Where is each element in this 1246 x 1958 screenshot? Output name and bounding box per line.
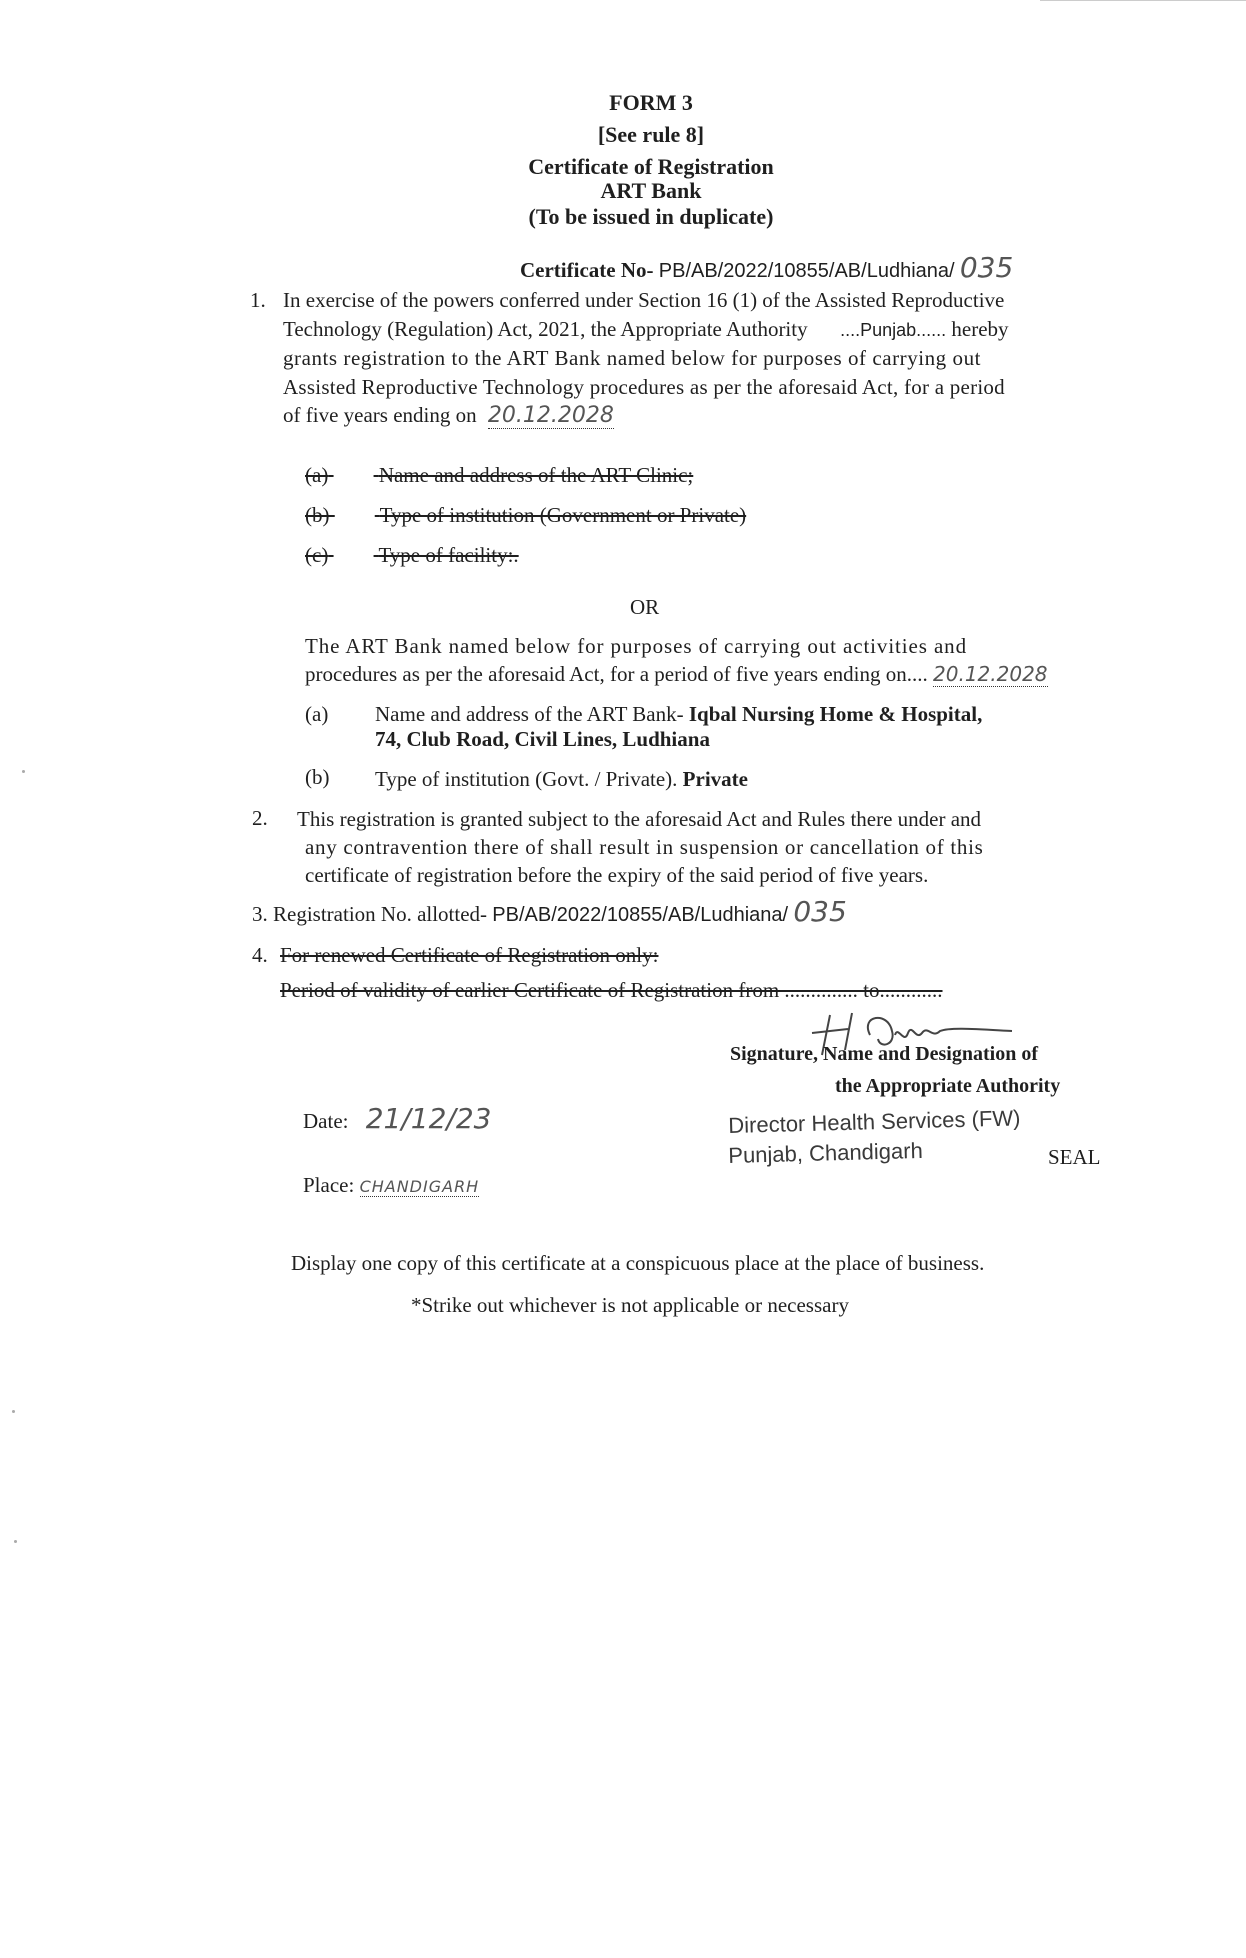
certificate-subtitle: ART Bank [600, 178, 702, 203]
certificate-handwritten-no: 035 [959, 251, 1014, 284]
struck-item-c-key: (c) [305, 543, 329, 567]
struck-item-a-key: (a) [305, 463, 329, 487]
form-number: FORM 3 [609, 90, 693, 115]
certificate-number-label: Certificate No- [520, 258, 654, 282]
item1-line1: In exercise of the powers conferred under Section 16 (1) of the Assisted Reproductive [283, 288, 1005, 312]
bank-end-date: 20.12.2028 [933, 662, 1048, 686]
bank-address: 74, Club Road, Civil Lines, Ludhiana [375, 727, 710, 751]
strike-note: *Strike out whichever is not applicable or necessary [411, 1293, 849, 1317]
item1-hereby: hereby [951, 317, 1009, 341]
item3-line [252, 895, 847, 928]
certificate-title: Certificate of Registration [528, 154, 774, 179]
place-row [303, 1172, 479, 1200]
place-label: Place: [303, 1173, 355, 1197]
registration-handwritten-no: 035 [793, 895, 847, 928]
bank-line1: The ART Bank named below for purposes of carrying out activities and [305, 634, 967, 658]
item1-line4: Assisted Reproductive Technology procedures as per the aforesaid Act, for a period [283, 375, 1005, 399]
display-instruction: Display one copy of this certificate at a conspicuous place at the place of business. [291, 1251, 985, 1275]
scan-speck [12, 1410, 15, 1413]
struck-item-a [305, 462, 693, 488]
stamp-designation: Director Health Services (FW) [728, 1105, 1021, 1138]
registration-end-date: 20.12.2028 [487, 403, 614, 428]
registration-no-label: 3. Registration No. allotted- [252, 902, 488, 926]
item2-line3: certificate of registration before the expiry of the said period of five years. [305, 863, 929, 887]
item2-line1: This registration is granted subject to the aforesaid Act and Rules there under and [297, 807, 982, 831]
item4-line2: Period of validity of earlier Certificate of Registration from .............. to............ [280, 978, 943, 1002]
bank-name-label: Name and address of the ART Bank- [375, 702, 684, 726]
item2-line2: any contravention there of shall result in suspension or cancellation of this [305, 835, 984, 859]
stamp-location: Punjab, Chandigarh [728, 1137, 924, 1168]
item4-number: 4. [252, 943, 268, 967]
bank-line2-text: procedures as per the aforesaid Act, for a period of five years ending on.... [305, 662, 928, 686]
item1-line5-text: of five years ending on [283, 403, 477, 427]
item1-line2-text: Technology (Regulation) Act, 2021, the Appropriate Authority [283, 317, 808, 341]
struck-item-b-key: (b) [305, 503, 330, 527]
item4-line1: For renewed Certificate of Registration only: [280, 943, 659, 967]
certificate-number-line [520, 251, 1014, 284]
issue-note: (To be issued in duplicate) [528, 204, 774, 229]
struck-item-c [305, 542, 519, 568]
institution-type: Private [682, 767, 748, 791]
bank-sub-a [375, 701, 982, 727]
date-value: 21/12/23 [365, 1102, 492, 1135]
signature-line1: Signature, Name and Designation of [730, 1043, 1038, 1065]
item1-line5 [283, 402, 614, 429]
date-row [303, 1102, 492, 1135]
authority-name: ....Punjab...... [840, 320, 947, 340]
bank-line2 [305, 661, 1048, 687]
or-separator: OR [630, 595, 660, 619]
item1-line2 [283, 316, 1009, 343]
registration-no: PB/AB/2022/10855/AB/Ludhiana/ [492, 904, 789, 926]
signature-line2: the Appropriate Authority [835, 1075, 1061, 1097]
item2-number: 2. [252, 806, 268, 830]
bank-sub-b [375, 766, 748, 792]
bank-name: Iqbal Nursing Home & Hospital, [688, 702, 983, 726]
institution-type-label: Type of institution (Govt. / Private). [375, 767, 678, 791]
date-label: Date: [303, 1109, 349, 1133]
struck-item-b [305, 502, 746, 528]
scan-speck [22, 770, 25, 773]
scan-speck [14, 1540, 17, 1543]
certificate-number: PB/AB/2022/10855/AB/Ludhiana/ [658, 260, 955, 282]
item1-line3: grants registration to the ART Bank named below for purposes of carrying out [283, 346, 982, 370]
place-value: CHANDIGARH [359, 1177, 480, 1196]
bank-sub-b-key: (b) [305, 765, 330, 789]
rule-reference: [See rule 8] [597, 122, 705, 147]
struck-item-a-text: Name and address of the ART Clinic; [378, 463, 694, 487]
struck-item-c-text: Type of facility:. [378, 543, 519, 567]
item1-number: 1. [250, 288, 266, 312]
scan-edge-line [1040, 0, 1246, 1]
bank-sub-a-key: (a) [305, 702, 329, 726]
struck-item-b-text: Type of institution (Government or Private) [379, 503, 747, 527]
seal-label: SEAL [1048, 1145, 1101, 1169]
